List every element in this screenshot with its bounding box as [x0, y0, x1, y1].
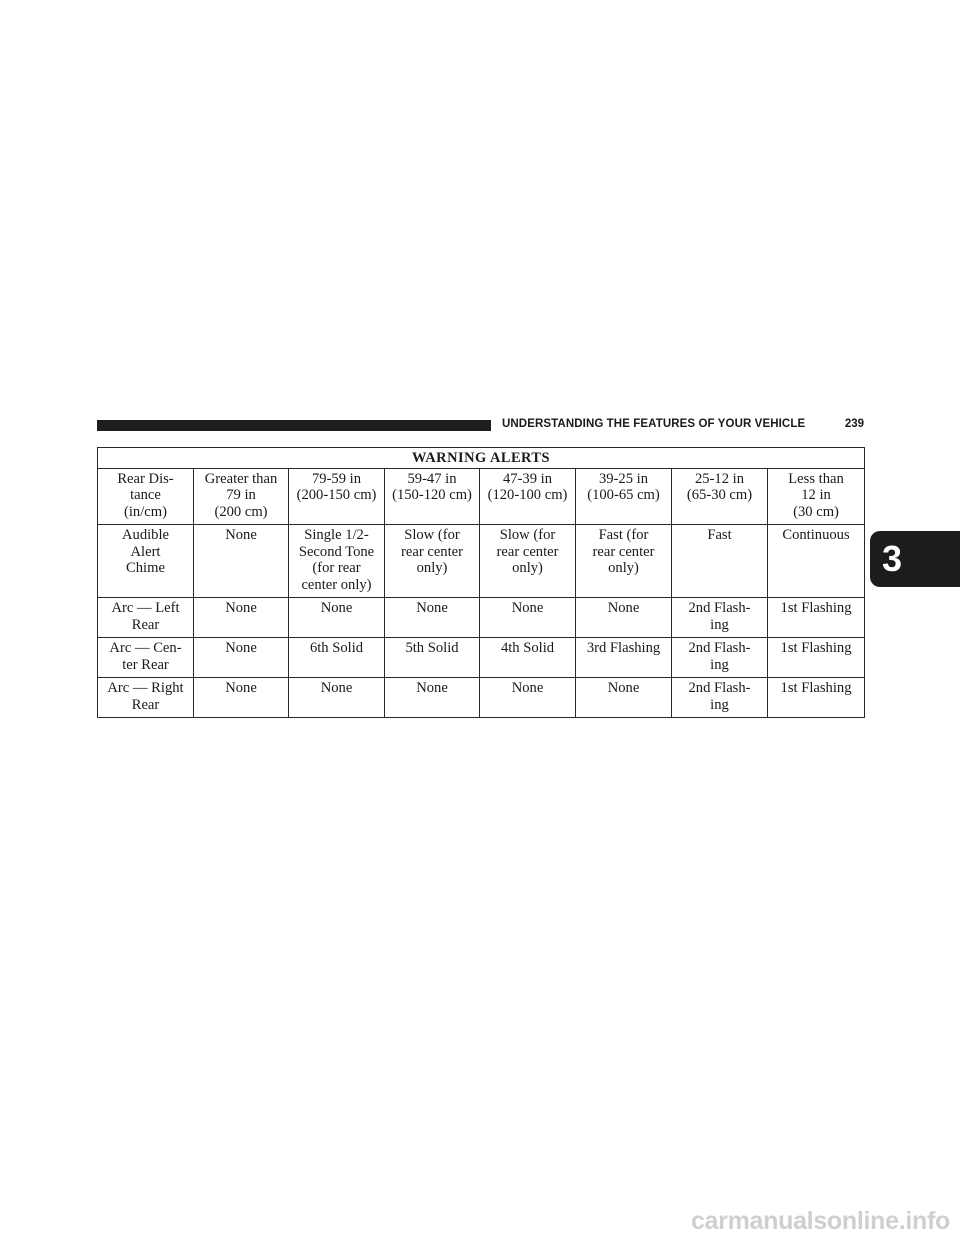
table-cell: 2nd Flash- ing	[672, 598, 768, 638]
table-cell: 1st Flashing	[768, 638, 865, 678]
table-cell: None	[576, 598, 672, 638]
table-cell: Less than 12 in (30 cm)	[768, 468, 865, 525]
table-cell: Slow (for rear center only)	[480, 525, 576, 598]
table-cell: 5th Solid	[385, 638, 480, 678]
table-cell: None	[289, 678, 385, 718]
chapter-number: 3	[881, 538, 903, 579]
row-header-cell: Arc — Cen- ter Rear	[98, 638, 194, 678]
table-cell: None	[194, 598, 289, 638]
header-rule	[97, 420, 491, 431]
row-header-cell: Audible Alert Chime	[98, 525, 194, 598]
table-cell: 1st Flashing	[768, 678, 865, 718]
table-cell: 2nd Flash- ing	[672, 678, 768, 718]
chapter-tab	[870, 531, 960, 587]
page-number: 239	[844, 418, 864, 430]
table-cell: None	[194, 678, 289, 718]
table-cell: None	[576, 678, 672, 718]
table-cell: 3rd Flashing	[576, 638, 672, 678]
table-cell: 79-59 in (200-150 cm)	[289, 468, 385, 525]
table-cell: 6th Solid	[289, 638, 385, 678]
table-cell: 4th Solid	[480, 638, 576, 678]
table-cell: None	[480, 678, 576, 718]
table-cell: Single 1/2- Second Tone (for rear center only)	[289, 525, 385, 598]
row-header-cell: Arc — Left Rear	[98, 598, 194, 638]
table-row	[98, 468, 865, 525]
section-header-title: UNDERSTANDING THE FEATURES OF YOUR VEHICLE	[502, 418, 806, 430]
table-cell: None	[289, 598, 385, 638]
table-cell: Fast	[672, 525, 768, 598]
table-cell: Fast (for rear center only)	[576, 525, 672, 598]
table-cell: Continuous	[768, 525, 865, 598]
table-cell: 47-39 in (120-100 cm)	[480, 468, 576, 525]
table-title: WARNING ALERTS	[98, 448, 865, 469]
table-cell: 1st Flashing	[768, 598, 865, 638]
table-cell: 39-25 in (100-65 cm)	[576, 468, 672, 525]
row-header-cell: Arc — Right Rear	[98, 678, 194, 718]
table-cell: Slow (for rear center only)	[385, 525, 480, 598]
table-cell: 25-12 in (65-30 cm)	[672, 468, 768, 525]
warning-alerts-table	[97, 447, 865, 718]
table-cell: None	[194, 638, 289, 678]
table-row	[98, 598, 865, 638]
table-row	[98, 638, 865, 678]
table-cell: 2nd Flash- ing	[672, 638, 768, 678]
watermark: carmanualsonline.info	[690, 1207, 950, 1235]
table-cell: None	[385, 598, 480, 638]
table-cell: None	[385, 678, 480, 718]
table-cell: Greater than 79 in (200 cm)	[194, 468, 289, 525]
row-header-cell: Rear Dis- tance (in/cm)	[98, 468, 194, 525]
table-row	[98, 678, 865, 718]
table-cell: None	[194, 525, 289, 598]
table-row	[98, 525, 865, 598]
table-cell: 59-47 in (150-120 cm)	[385, 468, 480, 525]
table-cell: None	[480, 598, 576, 638]
